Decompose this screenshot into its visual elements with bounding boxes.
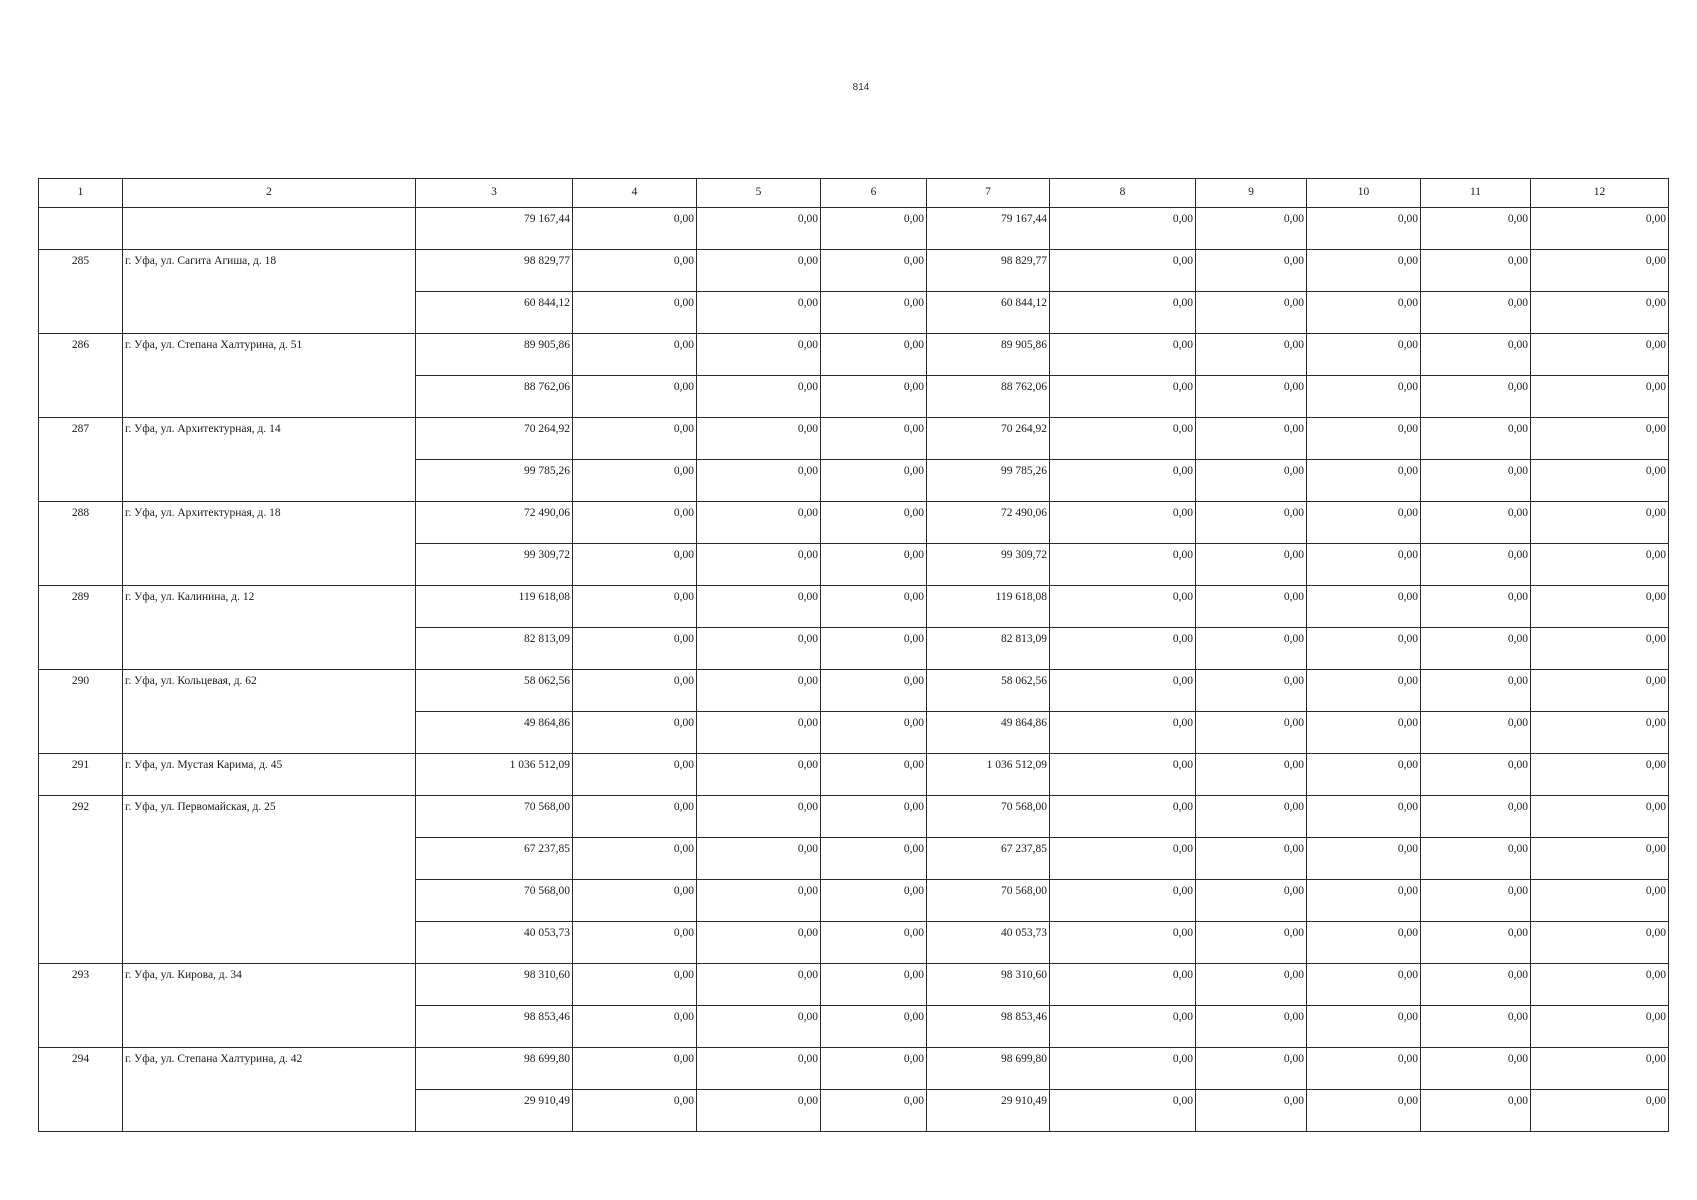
value-cell: 0,00 <box>1421 292 1531 334</box>
value-cell: 0,00 <box>1421 1006 1531 1048</box>
value-cell: 0,00 <box>1531 1006 1669 1048</box>
value-cell: 0,00 <box>1307 628 1421 670</box>
value-cell: 82 813,09 <box>927 628 1050 670</box>
value-cell: 0,00 <box>821 796 927 838</box>
value-cell: 0,00 <box>697 712 821 754</box>
table-row <box>39 586 1669 628</box>
value-cell: 98 829,77 <box>927 250 1050 292</box>
value-cell: 0,00 <box>821 922 927 964</box>
table-row <box>39 334 1669 376</box>
address-cell: г. Уфа, ул. Архитектурная, д. 14 <box>123 418 416 502</box>
value-cell: 72 490,06 <box>416 502 573 544</box>
row-number: 290 <box>39 670 123 754</box>
value-cell: 0,00 <box>1196 460 1307 502</box>
value-cell: 70 568,00 <box>416 880 573 922</box>
value-cell: 0,00 <box>573 292 697 334</box>
value-cell: 99 785,26 <box>416 460 573 502</box>
value-cell: 0,00 <box>1421 712 1531 754</box>
column-header: 1 <box>39 179 123 208</box>
value-cell: 82 813,09 <box>416 628 573 670</box>
value-cell: 49 864,86 <box>927 712 1050 754</box>
value-cell: 0,00 <box>1421 334 1531 376</box>
value-cell: 0,00 <box>1196 754 1307 796</box>
value-cell: 98 310,60 <box>416 964 573 1006</box>
value-cell: 0,00 <box>1196 838 1307 880</box>
value-cell: 0,00 <box>821 418 927 460</box>
value-cell: 0,00 <box>1421 922 1531 964</box>
value-cell: 0,00 <box>573 880 697 922</box>
value-cell: 40 053,73 <box>416 922 573 964</box>
row-number: 289 <box>39 586 123 670</box>
value-cell: 0,00 <box>573 1090 697 1132</box>
value-cell: 89 905,86 <box>416 334 573 376</box>
value-cell: 0,00 <box>1196 796 1307 838</box>
value-cell: 58 062,56 <box>927 670 1050 712</box>
value-cell: 70 568,00 <box>927 880 1050 922</box>
value-cell: 0,00 <box>1050 754 1196 796</box>
table-body <box>39 208 1669 1132</box>
value-cell: 0,00 <box>1531 502 1669 544</box>
value-cell: 0,00 <box>1531 712 1669 754</box>
value-cell: 0,00 <box>1307 1048 1421 1090</box>
column-header: 2 <box>123 179 416 208</box>
value-cell: 0,00 <box>821 250 927 292</box>
value-cell: 0,00 <box>573 922 697 964</box>
value-cell: 0,00 <box>573 544 697 586</box>
value-cell: 0,00 <box>1531 754 1669 796</box>
value-cell: 0,00 <box>821 208 927 250</box>
value-cell: 70 264,92 <box>416 418 573 460</box>
value-cell: 0,00 <box>1050 796 1196 838</box>
value-cell: 0,00 <box>1421 670 1531 712</box>
value-cell: 0,00 <box>573 964 697 1006</box>
value-cell: 0,00 <box>1307 754 1421 796</box>
table-row <box>39 754 1669 796</box>
value-cell: 0,00 <box>1531 880 1669 922</box>
value-cell: 0,00 <box>1421 460 1531 502</box>
value-cell: 0,00 <box>1050 1006 1196 1048</box>
value-cell: 89 905,86 <box>927 334 1050 376</box>
value-cell: 60 844,12 <box>927 292 1050 334</box>
value-cell: 0,00 <box>1307 838 1421 880</box>
page-number: 814 <box>852 82 870 93</box>
value-cell: 0,00 <box>1050 418 1196 460</box>
column-header: 9 <box>1196 179 1307 208</box>
value-cell: 0,00 <box>697 1006 821 1048</box>
row-number: 294 <box>39 1048 123 1132</box>
value-cell: 88 762,06 <box>927 376 1050 418</box>
value-cell: 0,00 <box>1421 376 1531 418</box>
value-cell: 70 568,00 <box>416 796 573 838</box>
column-header: 11 <box>1421 179 1531 208</box>
value-cell: 29 910,49 <box>927 1090 1050 1132</box>
value-cell: 0,00 <box>821 460 927 502</box>
value-cell: 0,00 <box>697 292 821 334</box>
table-row <box>39 502 1669 544</box>
value-cell: 0,00 <box>1531 964 1669 1006</box>
value-cell: 99 309,72 <box>927 544 1050 586</box>
value-cell: 0,00 <box>697 586 821 628</box>
value-cell: 67 237,85 <box>927 838 1050 880</box>
value-cell: 0,00 <box>1531 796 1669 838</box>
value-cell: 88 762,06 <box>416 376 573 418</box>
column-header: 12 <box>1531 179 1669 208</box>
row-number: 286 <box>39 334 123 418</box>
value-cell: 0,00 <box>821 292 927 334</box>
value-cell: 0,00 <box>1421 544 1531 586</box>
address-cell: г. Уфа, ул. Калинина, д. 12 <box>123 586 416 670</box>
value-cell: 0,00 <box>1196 334 1307 376</box>
value-cell: 79 167,44 <box>416 208 573 250</box>
value-cell: 0,00 <box>697 670 821 712</box>
value-cell: 0,00 <box>1196 670 1307 712</box>
value-cell: 0,00 <box>1050 880 1196 922</box>
address-cell: г. Уфа, ул. Сагита Агиша, д. 18 <box>123 250 416 334</box>
value-cell: 0,00 <box>1307 796 1421 838</box>
column-header: 5 <box>697 179 821 208</box>
value-cell: 98 699,80 <box>416 1048 573 1090</box>
value-cell: 0,00 <box>821 1048 927 1090</box>
value-cell: 0,00 <box>821 838 927 880</box>
value-cell: 0,00 <box>1196 376 1307 418</box>
table-row <box>39 250 1669 292</box>
value-cell: 1 036 512,09 <box>927 754 1050 796</box>
row-number: 288 <box>39 502 123 586</box>
value-cell: 0,00 <box>1307 292 1421 334</box>
value-cell: 0,00 <box>1421 418 1531 460</box>
value-cell: 0,00 <box>1050 1048 1196 1090</box>
table-row <box>39 418 1669 460</box>
value-cell: 0,00 <box>821 628 927 670</box>
value-cell: 0,00 <box>1421 208 1531 250</box>
value-cell: 58 062,56 <box>416 670 573 712</box>
value-cell: 0,00 <box>1421 1090 1531 1132</box>
value-cell: 0,00 <box>821 754 927 796</box>
table-row <box>39 1048 1669 1090</box>
value-cell: 0,00 <box>1531 250 1669 292</box>
value-cell: 0,00 <box>573 1006 697 1048</box>
value-cell: 0,00 <box>1421 838 1531 880</box>
data-table <box>38 178 1669 1132</box>
value-cell: 0,00 <box>821 502 927 544</box>
value-cell: 119 618,08 <box>927 586 1050 628</box>
value-cell: 0,00 <box>821 334 927 376</box>
value-cell: 0,00 <box>697 1090 821 1132</box>
value-cell: 0,00 <box>821 964 927 1006</box>
value-cell: 0,00 <box>1196 712 1307 754</box>
value-cell: 0,00 <box>697 628 821 670</box>
value-cell: 0,00 <box>1196 208 1307 250</box>
value-cell: 0,00 <box>1421 502 1531 544</box>
address-cell: г. Уфа, ул. Архитектурная, д. 18 <box>123 502 416 586</box>
value-cell: 0,00 <box>573 586 697 628</box>
value-cell: 0,00 <box>1307 922 1421 964</box>
value-cell: 0,00 <box>1050 208 1196 250</box>
value-cell: 0,00 <box>697 208 821 250</box>
value-cell: 0,00 <box>1196 1048 1307 1090</box>
address-cell <box>123 208 416 250</box>
table-row <box>39 796 1669 838</box>
value-cell: 0,00 <box>1050 628 1196 670</box>
value-cell: 0,00 <box>821 586 927 628</box>
row-number: 285 <box>39 250 123 334</box>
address-cell: г. Уфа, ул. Степана Халтурина, д. 42 <box>123 1048 416 1132</box>
value-cell: 0,00 <box>1196 250 1307 292</box>
value-cell: 0,00 <box>1307 1090 1421 1132</box>
value-cell: 40 053,73 <box>927 922 1050 964</box>
value-cell: 0,00 <box>697 796 821 838</box>
value-cell: 0,00 <box>697 376 821 418</box>
value-cell: 0,00 <box>697 880 821 922</box>
value-cell: 0,00 <box>1307 964 1421 1006</box>
value-cell: 0,00 <box>1196 586 1307 628</box>
value-cell: 0,00 <box>821 1090 927 1132</box>
value-cell: 0,00 <box>573 208 697 250</box>
value-cell: 0,00 <box>1196 502 1307 544</box>
value-cell: 0,00 <box>1050 292 1196 334</box>
value-cell: 0,00 <box>1531 544 1669 586</box>
header-row <box>39 179 1669 208</box>
address-cell: г. Уфа, ул. Первомайская, д. 25 <box>123 796 416 964</box>
value-cell: 0,00 <box>1050 670 1196 712</box>
value-cell: 0,00 <box>1307 502 1421 544</box>
value-cell: 0,00 <box>697 502 821 544</box>
value-cell: 0,00 <box>1421 880 1531 922</box>
value-cell: 0,00 <box>1196 880 1307 922</box>
value-cell: 0,00 <box>1531 838 1669 880</box>
column-header: 3 <box>416 179 573 208</box>
value-cell: 0,00 <box>573 1048 697 1090</box>
value-cell: 0,00 <box>1196 964 1307 1006</box>
value-cell: 0,00 <box>697 838 821 880</box>
value-cell: 0,00 <box>1050 544 1196 586</box>
value-cell: 0,00 <box>1196 544 1307 586</box>
value-cell: 0,00 <box>1307 670 1421 712</box>
value-cell: 0,00 <box>1307 880 1421 922</box>
value-cell: 0,00 <box>1307 1006 1421 1048</box>
value-cell: 99 785,26 <box>927 460 1050 502</box>
value-cell: 0,00 <box>1421 796 1531 838</box>
value-cell: 79 167,44 <box>927 208 1050 250</box>
value-cell: 72 490,06 <box>927 502 1050 544</box>
row-number: 293 <box>39 964 123 1048</box>
value-cell: 0,00 <box>1531 460 1669 502</box>
value-cell: 0,00 <box>821 712 927 754</box>
value-cell: 0,00 <box>1307 418 1421 460</box>
value-cell: 98 829,77 <box>416 250 573 292</box>
value-cell: 0,00 <box>573 712 697 754</box>
value-cell: 0,00 <box>821 544 927 586</box>
value-cell: 99 309,72 <box>416 544 573 586</box>
value-cell: 0,00 <box>1307 208 1421 250</box>
value-cell: 0,00 <box>1196 292 1307 334</box>
value-cell: 0,00 <box>1196 922 1307 964</box>
column-header: 7 <box>927 179 1050 208</box>
column-header: 10 <box>1307 179 1421 208</box>
value-cell: 0,00 <box>1307 586 1421 628</box>
value-cell: 0,00 <box>1196 418 1307 460</box>
value-cell: 0,00 <box>1531 628 1669 670</box>
value-cell: 67 237,85 <box>416 838 573 880</box>
value-cell: 0,00 <box>1531 586 1669 628</box>
address-cell: г. Уфа, ул. Степана Халтурина, д. 51 <box>123 334 416 418</box>
value-cell: 98 853,46 <box>927 1006 1050 1048</box>
value-cell: 0,00 <box>1050 502 1196 544</box>
value-cell: 0,00 <box>573 754 697 796</box>
value-cell: 0,00 <box>1050 586 1196 628</box>
value-cell: 0,00 <box>1050 838 1196 880</box>
value-cell: 1 036 512,09 <box>416 754 573 796</box>
value-cell: 0,00 <box>1196 1006 1307 1048</box>
value-cell: 0,00 <box>1307 544 1421 586</box>
value-cell: 0,00 <box>1531 1048 1669 1090</box>
value-cell: 0,00 <box>1421 964 1531 1006</box>
value-cell: 0,00 <box>697 544 821 586</box>
value-cell: 0,00 <box>573 502 697 544</box>
value-cell: 0,00 <box>1307 250 1421 292</box>
value-cell: 60 844,12 <box>416 292 573 334</box>
value-cell: 0,00 <box>1531 376 1669 418</box>
value-cell: 0,00 <box>697 334 821 376</box>
value-cell: 49 864,86 <box>416 712 573 754</box>
address-cell: г. Уфа, ул. Мустая Карима, д. 45 <box>123 754 416 796</box>
value-cell: 70 568,00 <box>927 796 1050 838</box>
row-number: 291 <box>39 754 123 796</box>
value-cell: 119 618,08 <box>416 586 573 628</box>
row-number: 292 <box>39 796 123 964</box>
value-cell: 0,00 <box>1196 628 1307 670</box>
value-cell: 0,00 <box>821 880 927 922</box>
value-cell: 0,00 <box>821 670 927 712</box>
value-cell: 0,00 <box>1531 670 1669 712</box>
value-cell: 70 264,92 <box>927 418 1050 460</box>
value-cell: 0,00 <box>697 418 821 460</box>
value-cell: 0,00 <box>1531 418 1669 460</box>
column-header: 4 <box>573 179 697 208</box>
value-cell: 0,00 <box>1421 628 1531 670</box>
value-cell: 0,00 <box>1050 250 1196 292</box>
value-cell: 0,00 <box>1050 922 1196 964</box>
column-header: 6 <box>821 179 927 208</box>
address-cell: г. Уфа, ул. Кирова, д. 34 <box>123 964 416 1048</box>
value-cell: 98 699,80 <box>927 1048 1050 1090</box>
value-cell: 0,00 <box>573 838 697 880</box>
value-cell: 0,00 <box>1531 922 1669 964</box>
value-cell: 0,00 <box>1307 376 1421 418</box>
value-cell: 0,00 <box>573 628 697 670</box>
value-cell: 0,00 <box>821 1006 927 1048</box>
value-cell: 29 910,49 <box>416 1090 573 1132</box>
table-row <box>39 964 1669 1006</box>
value-cell: 0,00 <box>1050 376 1196 418</box>
value-cell: 0,00 <box>1421 1048 1531 1090</box>
value-cell: 0,00 <box>697 922 821 964</box>
value-cell: 0,00 <box>1531 292 1669 334</box>
value-cell: 98 310,60 <box>927 964 1050 1006</box>
value-cell: 98 853,46 <box>416 1006 573 1048</box>
value-cell: 0,00 <box>1421 754 1531 796</box>
value-cell: 0,00 <box>573 670 697 712</box>
row-number <box>39 208 123 250</box>
value-cell: 0,00 <box>573 376 697 418</box>
value-cell: 0,00 <box>1196 1090 1307 1132</box>
value-cell: 0,00 <box>573 418 697 460</box>
value-cell: 0,00 <box>573 796 697 838</box>
value-cell: 0,00 <box>697 250 821 292</box>
value-cell: 0,00 <box>1531 334 1669 376</box>
value-cell: 0,00 <box>1050 712 1196 754</box>
row-number: 287 <box>39 418 123 502</box>
value-cell: 0,00 <box>573 334 697 376</box>
value-cell: 0,00 <box>1050 460 1196 502</box>
value-cell: 0,00 <box>1531 1090 1669 1132</box>
value-cell: 0,00 <box>697 964 821 1006</box>
value-cell: 0,00 <box>697 754 821 796</box>
value-cell: 0,00 <box>821 376 927 418</box>
value-cell: 0,00 <box>1050 334 1196 376</box>
value-cell: 0,00 <box>573 250 697 292</box>
value-cell: 0,00 <box>697 1048 821 1090</box>
address-cell: г. Уфа, ул. Кольцевая, д. 62 <box>123 670 416 754</box>
table-row <box>39 208 1669 250</box>
value-cell: 0,00 <box>1421 250 1531 292</box>
value-cell: 0,00 <box>1050 1090 1196 1132</box>
value-cell: 0,00 <box>573 460 697 502</box>
value-cell: 0,00 <box>1307 334 1421 376</box>
column-header: 8 <box>1050 179 1196 208</box>
value-cell: 0,00 <box>1050 964 1196 1006</box>
value-cell: 0,00 <box>1307 460 1421 502</box>
value-cell: 0,00 <box>697 460 821 502</box>
value-cell: 0,00 <box>1421 586 1531 628</box>
value-cell: 0,00 <box>1531 208 1669 250</box>
table-row <box>39 670 1669 712</box>
value-cell: 0,00 <box>1307 712 1421 754</box>
